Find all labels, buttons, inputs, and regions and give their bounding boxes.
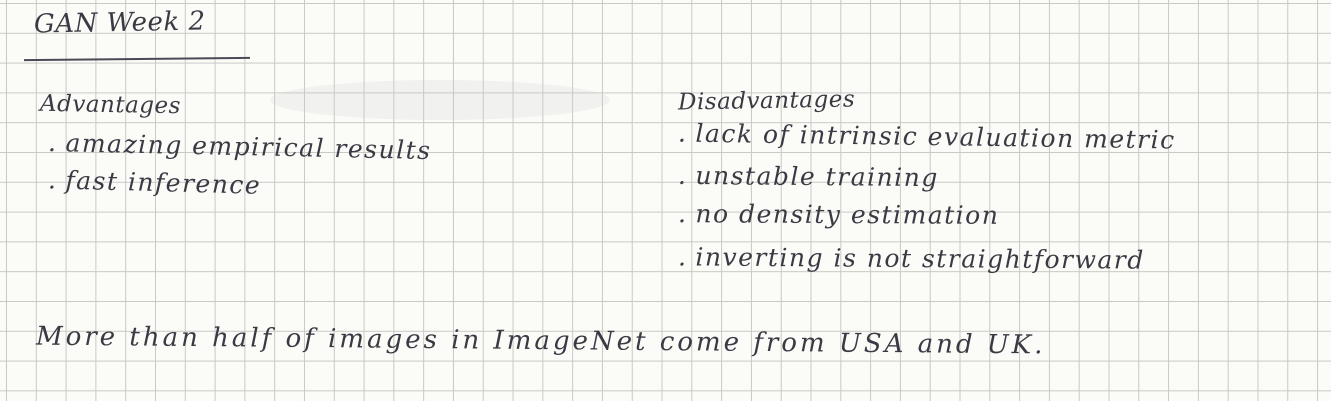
disadvantages-heading: Disadvantages [677,86,856,116]
disadvantages-item-text: lack of intrinsic evaluation metric [695,118,1176,155]
disadvantages-item [678,199,1000,230]
disadvantages-item-text: inverting is not straightforward [695,242,1145,275]
bullet-dot: . [677,118,688,148]
disadvantages-item-text: unstable training [695,161,939,193]
paper-smudge [270,80,610,120]
disadvantages-item [678,119,1176,155]
advantages-item [48,128,432,165]
bullet-dot: . [677,242,688,272]
title-underline [24,57,250,61]
advantages-item-text: fast inference [65,165,262,200]
advantages-item-text: amazing empirical results [65,128,432,166]
imagenet-note: More than half of images in ImageNet come from USA and UK. [35,321,1046,361]
advantages-item [48,165,262,200]
disadvantages-item [678,242,1145,274]
bullet-dot: . [47,127,58,158]
page-title: GAN Week 2 [33,6,206,40]
bullet-dot: . [47,165,58,195]
advantages-heading: Advantages [39,90,182,120]
bullet-dot: . [677,160,688,190]
bullet-dot: . [677,199,688,229]
disadvantages-item-text: no density estimation [695,199,1000,230]
disadvantages-item [678,161,939,192]
